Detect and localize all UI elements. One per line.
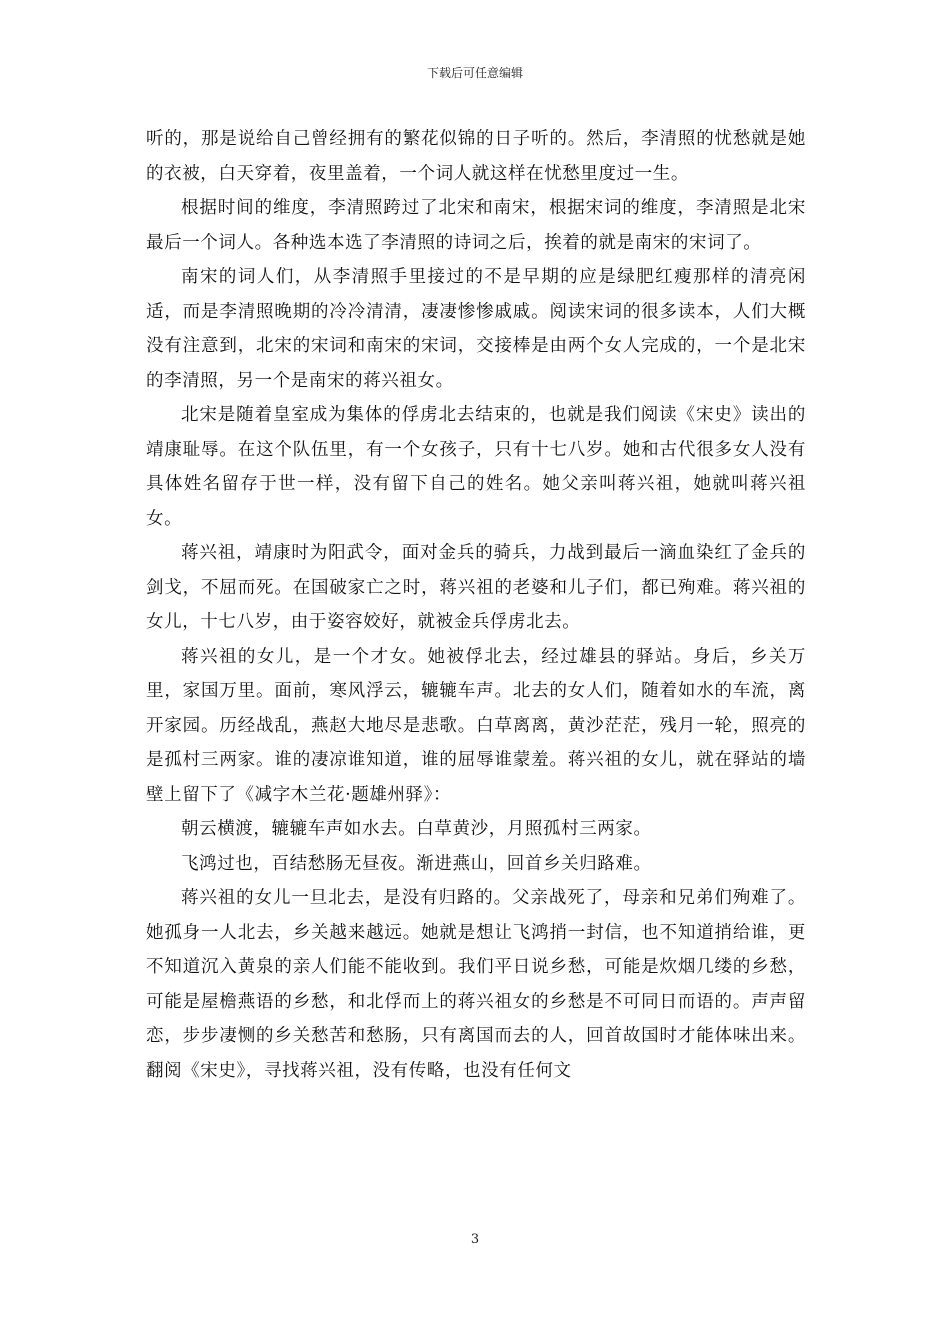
paragraph: 南宋的词人们，从李清照手里接过的不是早期的应是绿肥红瘦那样的清亮闲适，而是李清照晚期的冷冷清清，凄凄惨惨戚戚。阅读宋词的很多读本，人们大概没有注意到，北宋的宋词和南宋的宋词，交接棒是由两个女人完成的，一个是北宋的李清照，另一个是南宋的蒋兴祖女。 (146, 267, 806, 391)
paragraph: 蒋兴祖的女儿一旦北去，是没有归路的。父亲战死了，母亲和兄弟们殉难了。她孤身一人北去，乡关越来越远。她就是想让飞鸿捎一封信，也不知道捎给谁，更不知道沉入黄泉的亲人们能不能收到。我们平日说乡愁，可能是炊烟几缕的乡愁，可能是屋檐燕语的乡愁，和北俘而上的蒋兴祖女的乡愁是不可同日而语的。声声留恋，步步凄恻的乡关愁苦和愁肠，只有离国而去的人，回首故国时才能体味出来。翻阅《宋史》，寻找蒋兴祖，没有传略，也没有任何文 (146, 888, 806, 1081)
paragraph: 北宋是随着皇室成为集体的俘虏北去结束的，也就是我们阅读《宋史》读出的靖康耻辱。在这个队伍里，有一个女孩子，只有十七八岁。她和古代很多女人没有具体姓名留存于世一样，没有留下自己的姓名。她父亲叫蒋兴祖，她就叫蒋兴祖女。 (146, 405, 806, 529)
poem-line: 飞鸿过也，百结愁肠无昼夜。渐进燕山，回首乡关归路难。 (181, 853, 652, 874)
poem-line: 朝云横渡，辘辘车声如水去。白草黄沙，月照孤村三两家。 (181, 819, 652, 839)
paragraph-continuation: 听的，那是说给自己曾经拥有的繁花似锦的日子听的。然后，李清照的忧愁就是她的衣被，白天穿着，夜里盖着，一个词人就这样在忧愁里度过一生。 (146, 129, 806, 184)
paragraph: 根据时间的维度，李清照跨过了北宋和南宋，根据宋词的维度，李清照是北宋最后一个词人。各种选本选了李清照的诗词之后，挨着的就是南宋的宋词了。 (146, 198, 806, 253)
page-number: 3 (470, 1232, 480, 1247)
document-body (146, 122, 806, 1088)
paragraph: 蒋兴祖，靖康时为阳武令，面对金兵的骑兵，力战到最后一滴血染红了金兵的剑戈，不屈而死。在国破家亡之时，蒋兴祖的老婆和儿子们，都已殉难。蒋兴祖的女儿，十七八岁，由于姿容姣好，就被金兵俘虏北去。 (146, 543, 806, 632)
page-header: 下载后可任意编辑 (426, 66, 523, 80)
paragraph: 蒋兴祖的女儿，是一个才女。她被俘北去，经过雄县的驿站。身后，乡关万里，家国万里。面前，寒风浮云，辘辘车声。北去的女人们，随着如水的车流，离开家园。历经战乱，燕赵大地尽是悲歌。白草离离，黄沙茫茫，残月一轮，照亮的是孤村三两家。谁的凄凉谁知道，谁的屈辱谁蒙羞。蒋兴祖的女儿，就在驿站的墙壁上留下了《减字木兰花·题雄州驿》： (146, 646, 806, 805)
